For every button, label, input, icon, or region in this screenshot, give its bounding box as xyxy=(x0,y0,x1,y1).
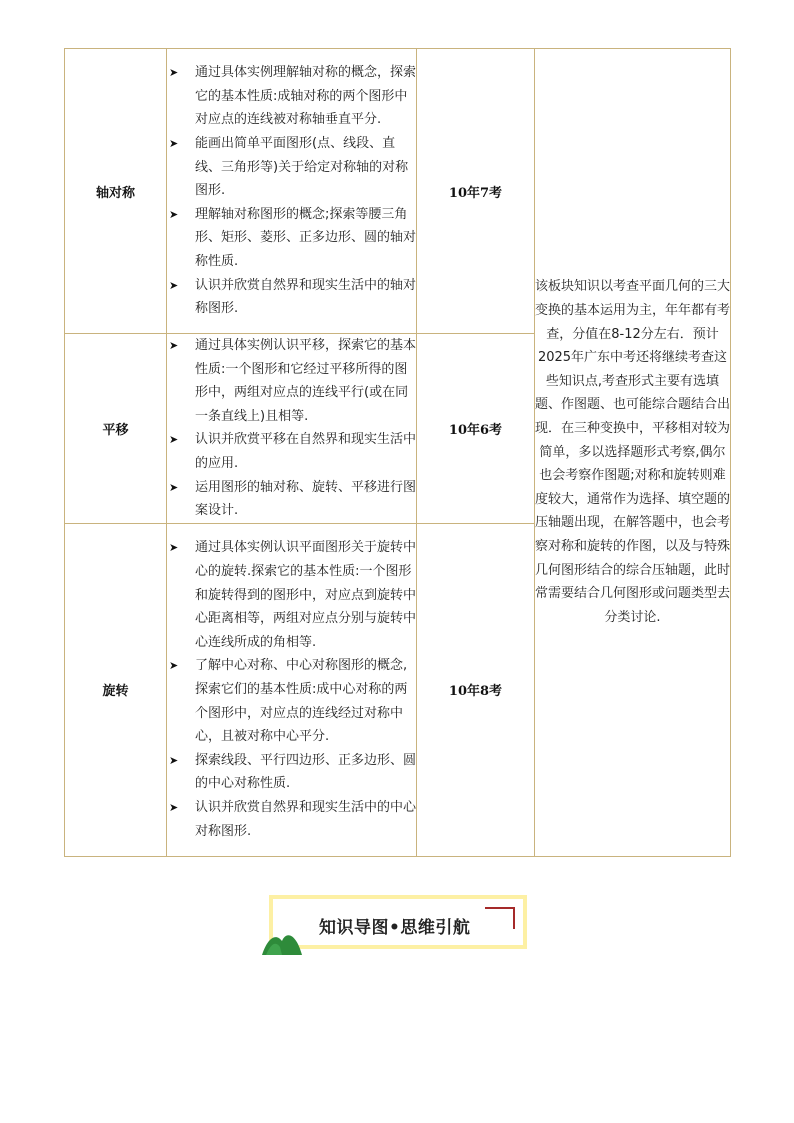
topic-cell: 轴对称 xyxy=(65,49,167,334)
list-item: ➤ 能画出简单平面图形(点、线段、直线、三角形等)关于给定对称轴的对称图形. xyxy=(167,132,416,203)
arrow-bullet-icon: ➤ xyxy=(169,800,179,814)
section-banner xyxy=(262,895,528,955)
list-item: ➤ 运用图形的轴对称、旋转、平移进行图案设计. xyxy=(167,476,416,523)
list-item: ➤ 认识并欣赏自然界和现实生活中的轴对称图形. xyxy=(167,274,416,321)
arrow-bullet-icon: ➤ xyxy=(169,339,179,352)
list-item: ➤ 通过具体实例理解轴对称的概念，探索它的基本性质:成轴对称的两个图形中对应点的连线被对称轴垂直平分. xyxy=(167,61,416,132)
syllabus-table xyxy=(64,48,731,857)
arrow-bullet-icon: ➤ xyxy=(169,137,179,151)
arrow-bullet-icon: ➤ xyxy=(169,480,179,494)
banner-accent-line xyxy=(485,907,515,909)
goal-list xyxy=(167,334,416,523)
list-item: ➤ 认识并欣赏自然界和现实生活中的中心对称图形. xyxy=(167,796,416,843)
list-item: ➤ 通过具体实例认识平面图形关于旋转中心的旋转.探索它的基本性质:一个图形和旋转得到的图形中，对应点到旋转中心距离相等，两组对应点分别与旋转中心连线所成的角相等. xyxy=(167,536,416,654)
goals-cell xyxy=(167,523,417,856)
arrow-bullet-icon: ➤ xyxy=(169,207,179,221)
banner-inner xyxy=(273,899,523,945)
list-item: ➤ 了解中心对称、中心对称图形的概念,探索它们的基本性质:成中心对称的两个图形中，对应点的连线经过对称中心，且被对称中心平分. xyxy=(167,654,416,748)
arrow-bullet-icon: ➤ xyxy=(169,753,179,767)
arrow-bullet-icon: ➤ xyxy=(169,541,179,555)
list-item: ➤ 理解轴对称图形的概念;探索等腰三角形、矩形、菱形、正多边形、圆的轴对称性质. xyxy=(167,203,416,274)
topic-cell: 旋转 xyxy=(65,523,167,856)
section-title: 知识导图•思维引航 xyxy=(319,918,471,938)
exam-frequency-cell: 10年7考 xyxy=(417,49,535,334)
list-item: ➤ 探索线段、平行四边形、正多边形、圆的中心对称性质. xyxy=(167,749,416,796)
banner-frame xyxy=(269,895,527,949)
banner-accent-line xyxy=(513,907,515,929)
arrow-bullet-icon: ➤ xyxy=(169,433,179,447)
hills-icon xyxy=(262,929,306,955)
goal-list xyxy=(167,61,416,321)
list-item: ➤ 通过具体实例认识平移，探索它的基本性质:一个图形和它经过平移所得的图形中，两组对应点的连线平行(或在同一条直线上)且相等. xyxy=(167,334,416,428)
analysis-note-cell: 该板块知识以考查平面几何的三大变换的基本运用为主，年年都有考查，分值在8-12分左右．预计2025年广东中考还将继续考查这些知识点,考查形式主要有选填题、作图题、也可能综合题结合出现．在三种变换中，平移相对较为简单，多以选择题形式考察,偶尔也会考察作图题;对称和旋转则难度较大，通常作为选择、填空题的压轴题出现，在解答题中，也会考察对称和旋转的作图，以及与特殊几何图形结合的综合压轴题，此时常需要结合几何图形或问题类型去分类讨论. xyxy=(535,49,731,857)
list-item: ➤ 认识并欣赏平移在自然界和现实生活中的应用. xyxy=(167,428,416,475)
arrow-bullet-icon: ➤ xyxy=(169,659,179,673)
arrow-bullet-icon: ➤ xyxy=(169,66,179,80)
exam-frequency-cell: 10年8考 xyxy=(417,523,535,856)
exam-frequency-cell: 10年6考 xyxy=(417,334,535,524)
table-row xyxy=(65,49,731,334)
goals-cell xyxy=(167,334,417,524)
goal-list xyxy=(167,536,416,843)
goals-cell xyxy=(167,49,417,334)
topic-cell: 平移 xyxy=(65,334,167,524)
arrow-bullet-icon: ➤ xyxy=(169,278,179,292)
